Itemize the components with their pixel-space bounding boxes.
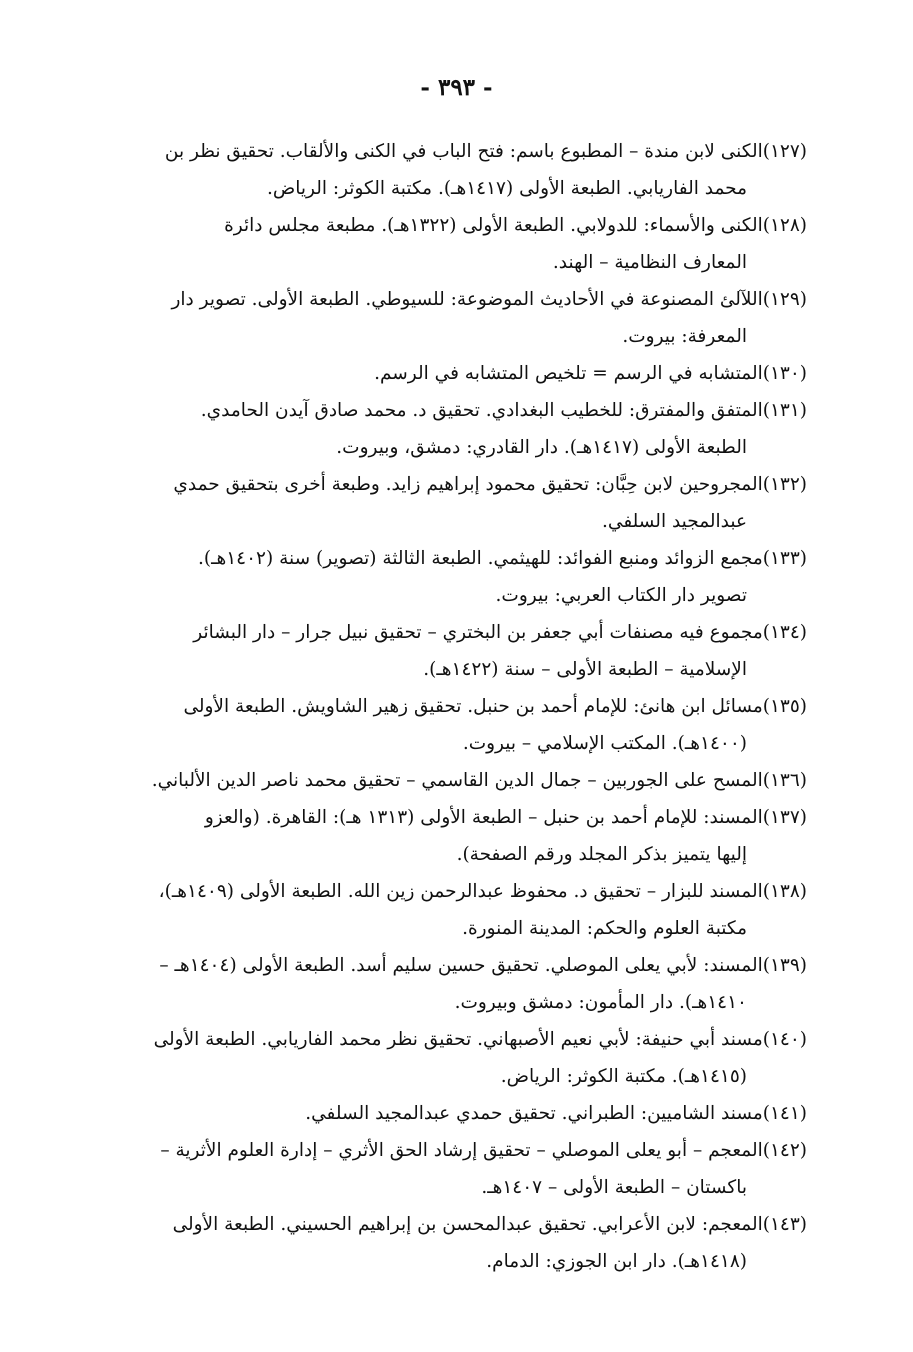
- bibliography-entry: [105, 614, 807, 688]
- entry-number: (١٢٨): [762, 215, 807, 236]
- entry-text-line1: مسند أبي حنيفة: لأبي نعيم الأصبهاني. تحقيق نظر محمد الفاريابي. الطبعة الأولى: [153, 1029, 763, 1050]
- entry-text-line2: (١٤٠٠هـ). المكتب الإسلامي – بيروت.: [462, 733, 747, 754]
- entry-number: (١٣٢): [762, 474, 807, 495]
- entry-text-line1: مسند الشاميين: الطبراني. تحقيق حمدي عبدالمجيد السلفي.: [305, 1103, 763, 1124]
- bibliography-entry: [105, 1021, 807, 1095]
- entry-text-line1: المسند: للإمام أحمد بن حنبل – الطبعة الأولى (١٣١٣ هـ): القاهرة. (والعزو: [204, 807, 763, 828]
- entry-number: (١٣٧): [762, 807, 807, 828]
- entry-text-line2: الإسلامية – الطبعة الأولى – سنة (١٤٢٢هـ).: [423, 659, 747, 680]
- entry-text-line2: تصوير دار الكتاب العربي: بيروت.: [495, 585, 747, 606]
- bibliography-entry: [105, 133, 807, 207]
- entry-text-line1: المجروحين لابن حِبَّان: تحقيق محمود إبراهيم زايد. وطبعة أخرى بتحقيق حمدي: [173, 474, 763, 495]
- entry-text-line2: إليها يتميز بذكر المجلد ورقم الصفحة).: [456, 844, 747, 865]
- entry-number: (١٣٨): [762, 881, 807, 902]
- entry-text-line2: عبدالمجيد السلفي.: [602, 511, 747, 532]
- entry-number: (١٢٩): [762, 289, 807, 310]
- page-number: - ٣٩٣ -: [420, 74, 493, 101]
- entry-text-line1: المسند للبزار – تحقيق د. محفوظ عبدالرحمن زين الله. الطبعة الأولى (١٤٠٩هـ)،: [158, 881, 763, 902]
- entry-text-line2: الطبعة الأولى (١٤١٧هـ). دار القادري: دمشق، وبيروت.: [336, 437, 747, 458]
- entry-text-line1: المسند: لأبي يعلى الموصلي. تحقيق حسين سليم أسد. الطبعة الأولى (١٤٠٤هـ –: [159, 955, 763, 976]
- bibliography-entry: [105, 799, 807, 873]
- entry-text-line1: الكنى والأسماء: للدولابي. الطبعة الأولى (١٣٢٢هـ). مطبعة مجلس دائرة: [224, 215, 763, 236]
- entry-number: (١٤٠): [762, 1029, 807, 1050]
- entry-text-line1: المتشابه في الرسم = تلخيص المتشابه في الرسم.: [374, 363, 763, 384]
- entry-text-line1: مجمع الزوائد ومنبع الفوائد: للهيثمي. الطبعة الثالثة (تصوير) سنة (١٤٠٢هـ).: [197, 548, 763, 569]
- entry-text-line2: المعارف النظامية – الهند.: [552, 252, 747, 273]
- entry-text-line2: (١٤١٨هـ). دار ابن الجوزي: الدمام.: [486, 1251, 747, 1272]
- entry-number: (١٣٥): [762, 696, 807, 717]
- bibliography-entry: [105, 540, 807, 614]
- entry-number: (١٣٦): [762, 770, 807, 791]
- bibliography-list: [105, 133, 807, 1280]
- entry-number: (١٣٤): [762, 622, 807, 643]
- bibliography-entry: [105, 762, 807, 799]
- entry-number: (١٣١): [762, 400, 807, 421]
- bibliography-entry: [105, 392, 807, 466]
- bibliography-entry: [105, 207, 807, 281]
- entry-text-line2: مكتبة العلوم والحكم: المدينة المنورة.: [462, 918, 747, 939]
- entry-number: (١٣٣): [762, 548, 807, 569]
- bibliography-entry: [105, 1206, 807, 1280]
- bibliography-entry: [105, 466, 807, 540]
- bibliography-entry: [105, 355, 807, 392]
- entry-text-line2: ١٤١٠هـ). دار المأمون: دمشق وبيروت.: [454, 992, 747, 1013]
- entry-text-line1: المتفق والمفترق: للخطيب البغدادي. تحقيق د. محمد صادق آيدن الحامدي.: [200, 400, 763, 421]
- entry-text-line1: المعجم: لابن الأعرابي. تحقيق عبدالمحسن بن إبراهيم الحسيني. الطبعة الأولى: [172, 1214, 763, 1235]
- entry-text-line1: اللآلئ المصنوعة في الأحاديث الموضوعة: للسيوطي. الطبعة الأولى. تصوير دار: [171, 289, 763, 310]
- entry-number: (١٤١): [762, 1103, 807, 1124]
- bibliography-entry: [105, 688, 807, 762]
- bibliography-entry: [105, 873, 807, 947]
- entry-text-line1: المعجم – أبو يعلى الموصلي – تحقيق إرشاد الحق الأثري – إدارة العلوم الأثرية –: [160, 1140, 763, 1161]
- entry-number: (١٢٧): [762, 141, 807, 162]
- entry-text-line1: المسح على الجوربين – جمال الدين القاسمي – تحقيق محمد ناصر الدين الألباني.: [151, 770, 763, 791]
- bibliography-entry: [105, 1095, 807, 1132]
- entry-text-line1: مسائل ابن هانئ: للإمام أحمد بن حنبل. تحقيق زهير الشاويش. الطبعة الأولى: [183, 696, 763, 717]
- bibliography-entry: [105, 1132, 807, 1206]
- bibliography-entry: [105, 281, 807, 355]
- entry-number: (١٣٩): [762, 955, 807, 976]
- entry-number: (١٤٣): [762, 1214, 807, 1235]
- entry-text-line1: الكنى لابن مندة – المطبوع باسم: فتح الباب في الكنى والألقاب. تحقيق نظر بن: [164, 141, 763, 162]
- entry-text-line2: (١٤١٥هـ). مكتبة الكوثر: الرياض.: [500, 1066, 747, 1087]
- entry-text-line2: باكستان – الطبعة الأولى – ١٤٠٧هـ.: [481, 1177, 747, 1198]
- entry-number: (١٤٢): [762, 1140, 807, 1161]
- entry-text-line2: المعرفة: بيروت.: [622, 326, 747, 347]
- bibliography-entry: [105, 947, 807, 1021]
- entry-text-line2: محمد الفاريابي. الطبعة الأولى (١٤١٧هـ). مكتبة الكوثر: الرياض.: [266, 178, 747, 199]
- entry-number: (١٣٠): [762, 363, 807, 384]
- entry-text-line1: مجموع فيه مصنفات أبي جعفر بن البختري – تحقيق نبيل جرار – دار البشائر: [193, 622, 763, 643]
